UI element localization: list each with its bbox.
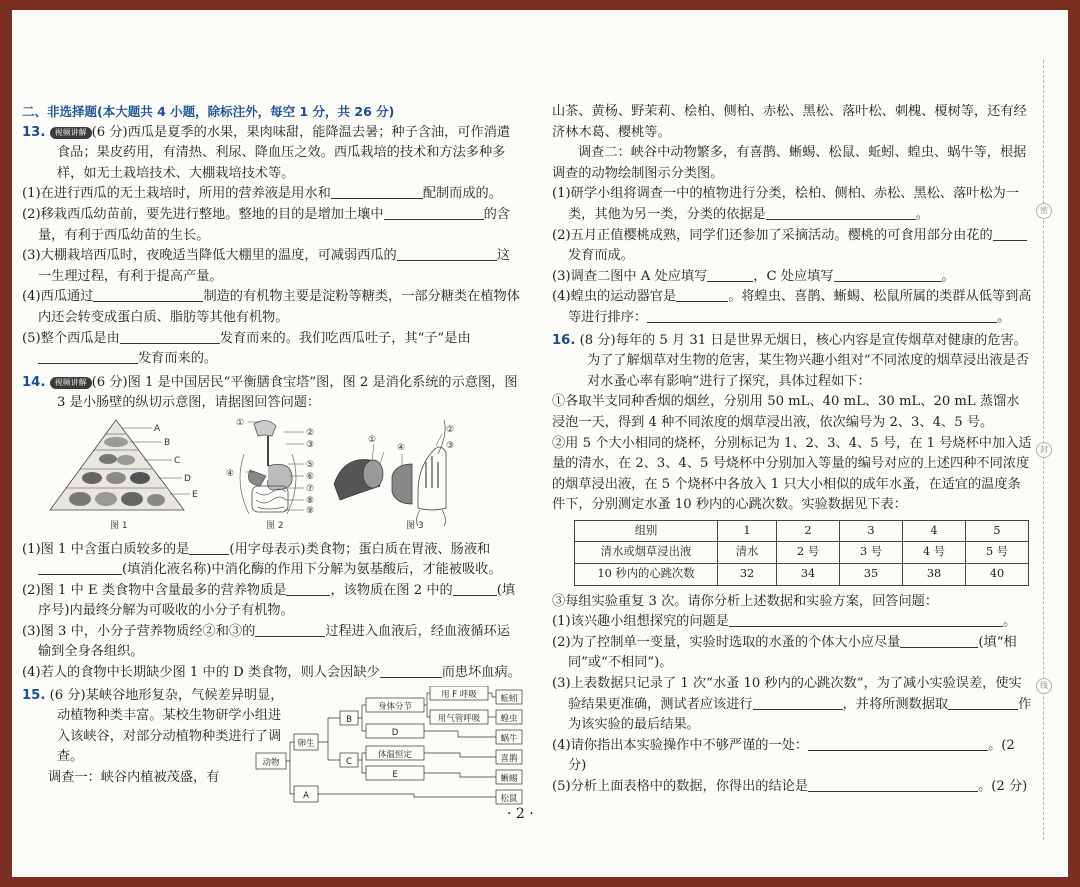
answer-blank[interactable]	[766, 205, 916, 220]
table-cell: 组别	[575, 520, 718, 542]
tree-node-animal: 动物	[262, 757, 280, 768]
exam-page	[12, 10, 1068, 877]
tree-leaf: 蝗虫	[500, 713, 518, 724]
q13-sub4	[22, 287, 522, 328]
answer-blank[interactable]	[993, 226, 1027, 241]
answer-blank[interactable]	[189, 540, 229, 555]
answer-blank[interactable]	[900, 633, 978, 648]
text: (3)上表数据只记录了 1 次“水蚤 10 秒内的心跳次数”，为了减小实验误差，使实验结果更准确，测试者应该进行	[552, 676, 1022, 712]
q15-text: (6 分)某峡谷地形复杂，气候差异明显，动植物种类丰富。某校生物研学小组进入该峡谷，对部分动植物种类进行了调查。	[49, 687, 284, 765]
table-cell: 40	[966, 564, 1029, 586]
digestive-label: ②	[306, 427, 315, 438]
text: 过程进入血液后，经血液循环运输到全身各组织。	[38, 623, 510, 660]
tree-leaf: 喜鹊	[500, 753, 518, 764]
answer-blank[interactable]	[38, 349, 138, 364]
answer-blank[interactable]	[255, 622, 325, 637]
q13-intro	[22, 123, 522, 185]
q14-intro	[22, 373, 522, 414]
table-cell: 4 号	[903, 542, 966, 564]
tree-leaf: 蜥蜴	[500, 773, 518, 784]
q14-text: (6 分)图 1 是中国居民“平衡膳食宝塔”图，图 2 是消化系统的示意图，图 3 是小肠壁的纵切示意图，请据图回答问题：	[57, 374, 518, 411]
text: ，并将所测数据取	[842, 696, 949, 712]
margin-mark-seal: 密	[1036, 203, 1052, 219]
table-cell: 35	[840, 564, 903, 586]
answer-blank[interactable]	[380, 663, 442, 678]
fig2-caption: 图 2	[266, 520, 284, 531]
text: 。	[1002, 614, 1017, 630]
text: 发育而来的。我们吃西瓜吐子，其“子”是由	[219, 330, 471, 346]
answer-blank[interactable]	[384, 205, 484, 220]
margin-mark-line: 线	[1036, 678, 1052, 694]
pyramid-label-d: D	[184, 473, 191, 484]
answer-blank[interactable]	[729, 612, 1003, 627]
q15-sub1	[552, 184, 1032, 225]
text: 。	[915, 206, 929, 222]
table-row	[575, 520, 1029, 542]
section-title: 二、非选择题(本大题共 4 小题，除标注外，每空 1 分，共 26 分)	[22, 104, 395, 119]
answer-blank[interactable]	[286, 581, 330, 596]
answer-blank[interactable]	[120, 329, 220, 344]
tree-node-egg: 卵生	[297, 738, 315, 749]
text: 发育而来的。	[138, 351, 218, 367]
text: 。	[997, 309, 1011, 325]
tree-node-c: C	[346, 756, 352, 767]
text: (3)大棚栽培西瓜时，夜晚适当降低大棚里的温度，可减弱西瓜的	[22, 248, 397, 264]
text: (4)若人的食物中长期缺少图 1 中的 D 类食物，则人会因缺少	[22, 665, 380, 681]
table-cell: 10 秒内的心跳次数	[575, 564, 718, 586]
text: (4)西瓜通过	[22, 289, 94, 305]
text: 。(2 分)	[568, 737, 1015, 774]
intestine-label: ①	[368, 434, 377, 445]
q14-sub2	[22, 581, 522, 622]
q14-sub4	[22, 663, 522, 684]
digestive-label: ⑦	[306, 483, 315, 494]
text: (1)研学小组将调查一中的植物进行分类，桧柏、侧柏、赤松、黑松、落叶松为一类，其他为另一类，分类的依据是	[552, 186, 1020, 222]
digestive-system-figure	[226, 418, 314, 531]
q16-text: (8 分)每年的 5 月 31 日是世界无烟日，核心内容是宣传烟草对健康的危害。为了了解烟草对生物的危害，某生物兴趣小组对“不同浓度的烟草浸出液是否对水蚤心率有影响”进行了探究，具体过程如下：	[579, 332, 1029, 389]
table-row	[575, 564, 1029, 586]
text: (4)请你指出本实验操作中不够严谨的一处：	[552, 737, 809, 753]
margin-mark-seal: 封	[1036, 442, 1052, 458]
q15-block	[22, 686, 522, 810]
intestine-label: ④	[397, 442, 406, 453]
q16-step1: ①各取半支同种香烟的烟丝，分别用 50 mL、40 mL、30 mL、20 mL 蒸馏水浸泡一天，得到 4 种不同浓度的烟草浸出液，依次编号为 2、3、4、5 号。	[552, 394, 1020, 430]
answer-blank[interactable]	[397, 246, 497, 261]
answer-blank[interactable]	[676, 287, 728, 302]
q16-step2: ②用 5 个大小相同的烧杯，分别标记为 1、2、3、4、5 号，在 1 号烧杯中加入适量的清水，在 2、3、4、5 号烧杯中分别加入等量的编号对应的上述四种不同浓度的烟草浸出液，在 5 个烧杯中各放入 1 只大小相似的成年水蚤，在适宜的温度条件下，分别测定水蚤 10 秒内的心跳次数。实验数据见下表：	[552, 435, 1032, 513]
answer-blank[interactable]	[453, 581, 497, 596]
q14-figures	[22, 414, 522, 532]
text: 的含量，有利于西瓜幼苗的生长。	[38, 206, 510, 243]
q15-number: 15.	[22, 687, 46, 703]
tree-node-body: 身体分节	[377, 701, 413, 712]
table-cell: 5	[966, 520, 1029, 542]
fig3-caption: 图 3	[406, 520, 424, 531]
answer-blank[interactable]	[647, 308, 997, 323]
q13-sub3	[22, 246, 522, 287]
answer-blank[interactable]	[808, 736, 988, 751]
q16-intro	[552, 331, 1032, 393]
q16-sub1	[552, 612, 1032, 633]
answer-blank[interactable]	[707, 267, 753, 282]
video-badge[interactable]: 视频讲解	[50, 127, 92, 139]
text: (1)图 1 中含蛋白质较多的是	[22, 541, 190, 557]
pyramid-label-a: A	[154, 423, 161, 434]
q15-continued: 山茶、黄杨、野茉莉、桧柏、侧柏、赤松、黑松、落叶松、刺槐、榎树等，还有经济林木葛、樱桃等。	[552, 104, 1027, 140]
table-cell: 34	[777, 564, 840, 586]
digestive-label: ①	[236, 417, 245, 428]
text: 。	[941, 268, 955, 284]
answer-blank[interactable]	[38, 560, 122, 575]
tree-node-d: D	[391, 727, 399, 738]
table-cell: 2 号	[777, 542, 840, 564]
table-cell: 3 号	[840, 542, 903, 564]
table-row	[575, 542, 1029, 564]
q16-sub2	[552, 633, 1032, 674]
answer-blank[interactable]	[93, 287, 203, 302]
q15-sub2	[552, 226, 1032, 267]
text: 制造的有机物主要是淀粉等糖类，一部分糖类在植物体内还会转变成蛋白质、脂肪等其他有机物。	[38, 289, 520, 325]
intestine-wall-figure	[334, 420, 454, 531]
intestine-label: ③	[446, 440, 455, 451]
text: 而患坏血病。	[441, 665, 521, 681]
tree-leaf: 蜗牛	[500, 733, 518, 744]
answer-blank[interactable]	[948, 695, 1018, 710]
q13-sub1	[22, 184, 522, 205]
table-cell: 32	[718, 564, 777, 586]
video-badge[interactable]: 视频讲解	[50, 377, 92, 389]
table-cell: 清水或烟草浸出液	[575, 542, 718, 564]
q13-text: (6 分)西瓜是夏季的水果，果肉味甜，能降温去暑；种子含油，可作消遣食品；果皮药用，有清热、利尿、降血压之效。西瓜栽培的技术和方法多种多样，如无土栽培技术、大棚栽培技术等。	[57, 124, 511, 181]
q16-sub4	[552, 736, 1032, 777]
page-number: · 2 ·	[507, 806, 534, 822]
intestine-label: ②	[446, 424, 455, 435]
digestive-label: ⑤	[306, 459, 315, 470]
fig1-caption: 图 1	[110, 520, 128, 531]
pyramid-label-b: B	[164, 437, 171, 448]
text: 。(2 分)	[978, 779, 1028, 794]
tree-node-lung: 用 F 呼吸	[441, 689, 477, 700]
text: (填“相同”或“不相同”)。	[568, 634, 1017, 671]
heart-rate-table	[574, 520, 1029, 586]
right-column	[552, 102, 1032, 798]
tree-node-temp: 体温恒定	[377, 749, 413, 760]
text: (1)在进行西瓜的无土栽培时，所用的营养液是用水和	[22, 186, 331, 202]
digestive-label: ③	[306, 439, 315, 450]
q15-sub4	[552, 287, 1032, 328]
answer-blank[interactable]	[834, 267, 942, 282]
food-pyramid-figure	[50, 420, 198, 531]
pyramid-label-e: E	[192, 489, 198, 500]
q15-intro	[22, 686, 287, 768]
table-cell: 4	[903, 520, 966, 542]
text: 这一生理过程，有利于提高产量。	[38, 248, 510, 284]
q16-number: 16.	[552, 332, 576, 348]
table-cell: 2	[777, 520, 840, 542]
table-cell: 1	[718, 520, 777, 542]
text: (5)分析上面表格中的数据，你得出的结论是	[552, 779, 809, 794]
text: (用字母表示)类食物；蛋白质在胃液、肠液和	[229, 541, 491, 557]
q13-sub5	[22, 329, 522, 370]
table-cell: 3	[840, 520, 903, 542]
digestive-label: ④	[226, 468, 235, 479]
tree-node-a: A	[303, 790, 309, 801]
table-cell: 38	[903, 564, 966, 586]
text: (2)五月正值樱桃成熟，同学们还参加了采摘活动。樱桃的可食用部分由花的	[552, 227, 993, 243]
text: (3)图 3 中，小分子营养物质经②和③的	[22, 623, 256, 639]
tree-node-e: E	[392, 769, 398, 780]
text: (2)为了控制单一变量，实验时选取的水蚤的个体大小应尽量	[552, 634, 901, 650]
table-cell: 5 号	[966, 542, 1029, 564]
q15-sub3	[552, 267, 1032, 288]
text: (3)调查二图中 A 处应填写	[552, 268, 708, 284]
answer-blank[interactable]	[753, 695, 843, 710]
digestive-label: ⑧	[306, 495, 315, 506]
q16-sub3	[552, 674, 1032, 736]
answer-blank[interactable]	[331, 184, 423, 199]
tree-leaf: 蚯蚓	[500, 693, 518, 704]
q15-survey2: 调查二：峡谷中动物繁多，有喜鹊、蜥蜴、松鼠、蚯蚓、蝗虫、蜗牛等，根据调查的动物绘制图示分类图。	[552, 145, 1027, 181]
tree-node-trachea: 用气管呼吸	[437, 713, 481, 724]
text: (5)整个西瓜是由	[22, 330, 120, 346]
digestive-label: ⑥	[306, 471, 315, 482]
q14-number: 14.	[22, 374, 46, 390]
text: ，C 处应填写	[753, 268, 834, 284]
pyramid-label-c: C	[174, 455, 181, 466]
text: (填序号)内最终分解为可吸收的小分子有机物。	[38, 582, 516, 619]
text: 发育而成。	[568, 248, 634, 264]
text: (填消化液名称)中消化酶的作用下分解为氨基酸后，才能被吸收。	[122, 562, 502, 578]
text: 作为该实验的最后结果。	[568, 696, 1032, 733]
q16-step3: ③每组实验重复 3 次。请你分析上述数据和实验方案，回答问题：	[552, 593, 939, 609]
digestive-label: ⑨	[306, 505, 315, 516]
q14-sub3	[22, 622, 522, 663]
left-column	[22, 102, 522, 810]
text: (1)该兴趣小组想探究的问题是	[552, 614, 729, 630]
q13-number: 13.	[22, 124, 46, 140]
q13-sub2	[22, 205, 522, 246]
q14-sub1	[22, 540, 522, 581]
q16-sub5	[552, 777, 1032, 798]
tree-node-b: B	[346, 714, 352, 725]
text: 。将蝗虫、喜鹊、蜥蜴、松鼠所属的类群从低等到高等进行排序：	[568, 289, 1032, 325]
text: (4)蝗虫的运动器官是	[552, 289, 677, 305]
text: (2)移栽西瓜幼苗前，要先进行整地。整地的目的是增加土壤中	[22, 206, 384, 222]
answer-blank[interactable]	[808, 777, 978, 792]
text: ，该物质在图 2 中的	[330, 582, 453, 598]
table-cell: 清水	[718, 542, 777, 564]
q15-survey1: 调查一：峡谷内植被茂盛，有	[48, 770, 220, 786]
tree-leaf: 松鼠	[500, 793, 518, 804]
text: (2)图 1 中 E 类食物中含量最多的营养物质是	[22, 582, 287, 598]
animal-classification-tree	[254, 686, 524, 810]
text: 配制而成的。	[422, 186, 502, 202]
